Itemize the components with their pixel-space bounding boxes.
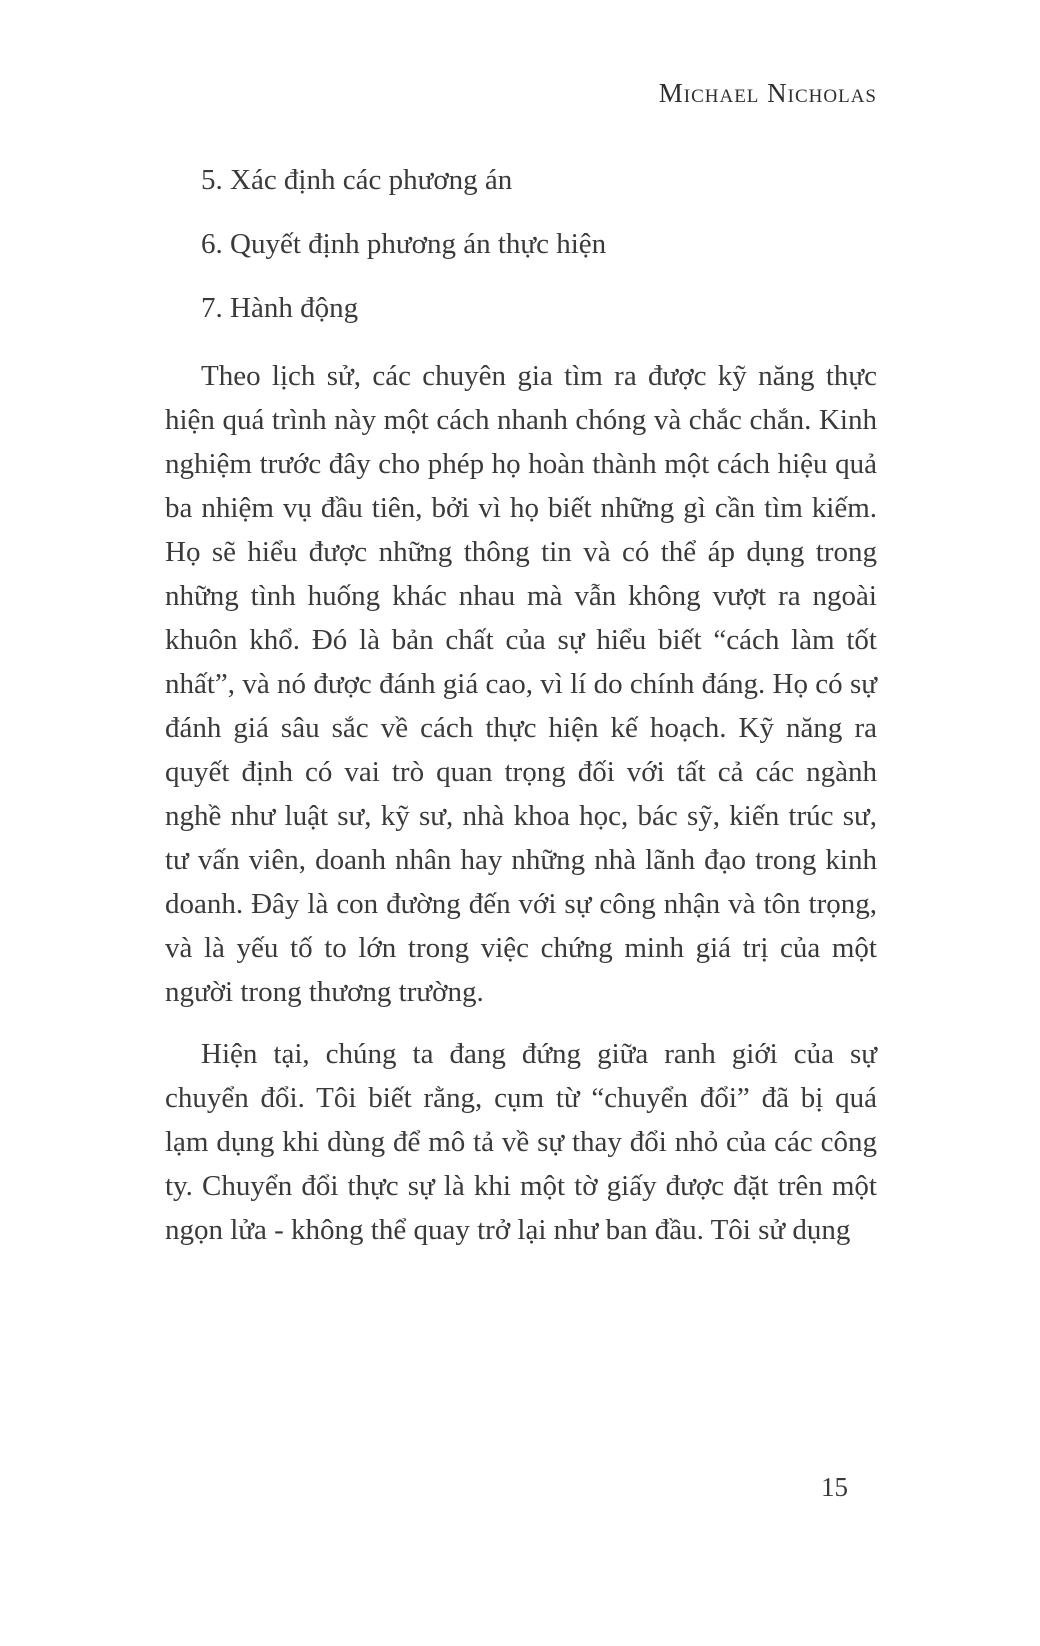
list-item-5: 5. Xác định các phương án [201, 164, 513, 196]
page-content [165, 158, 877, 1270]
running-header-author: Michael Nicholas [658, 78, 877, 108]
page-number: 15 [821, 1472, 848, 1502]
paragraph-transformation: Hiện tại, chúng ta đang đứng giữa ranh giới của sự chuyển đổi. Tôi biết rằng, cụm từ “chuyển đổi” đã bị quá lạm dụng khi dùng để mô tả về sự thay đổi nhỏ của các công ty. Chuyển đổi thực sự là khi một tờ giấy được đặt trên một ngọn lửa - không thể quay trở lại như ban đầu. Tôi sử dụng [165, 1038, 877, 1246]
list-item-7: 7. Hành động [201, 292, 359, 324]
list-item-6: 6. Quyết định phương án thực hiện [201, 228, 607, 260]
numbered-list [165, 158, 877, 330]
paragraph-history: Theo lịch sử, các chuyên gia tìm ra được kỹ năng thực hiện quá trình này một cách nhanh chóng và chắc chắn. Kinh nghiệm trước đây cho phép họ hoàn thành một cách hiệu quả ba nhiệm vụ đầu tiên, bởi vì họ biết những gì cần tìm kiếm. Họ sẽ hiểu được những thông tin và có thể áp dụng trong những tình huống khác nhau mà vẫn không vượt ra ngoài khuôn khổ. Đó là bản chất của sự hiểu biết “cách làm tốt nhất”, và nó được đánh giá cao, vì lí do chính đáng. Họ có sự đánh giá sâu sắc về cách thực hiện kế hoạch. Kỹ năng ra quyết định có vai trò quan trọng đối với tất cả các ngành nghề như luật sư, kỹ sư, nhà khoa học, bác sỹ, kiến trúc sư, tư vấn viên, doanh nhân hay những nhà lãnh đạo trong kinh doanh. Đây là con đường đến với sự công nhận và tôn trọng, và là yếu tố to lớn trong việc chứng minh giá trị của một người trong thương trường. [165, 360, 877, 1008]
